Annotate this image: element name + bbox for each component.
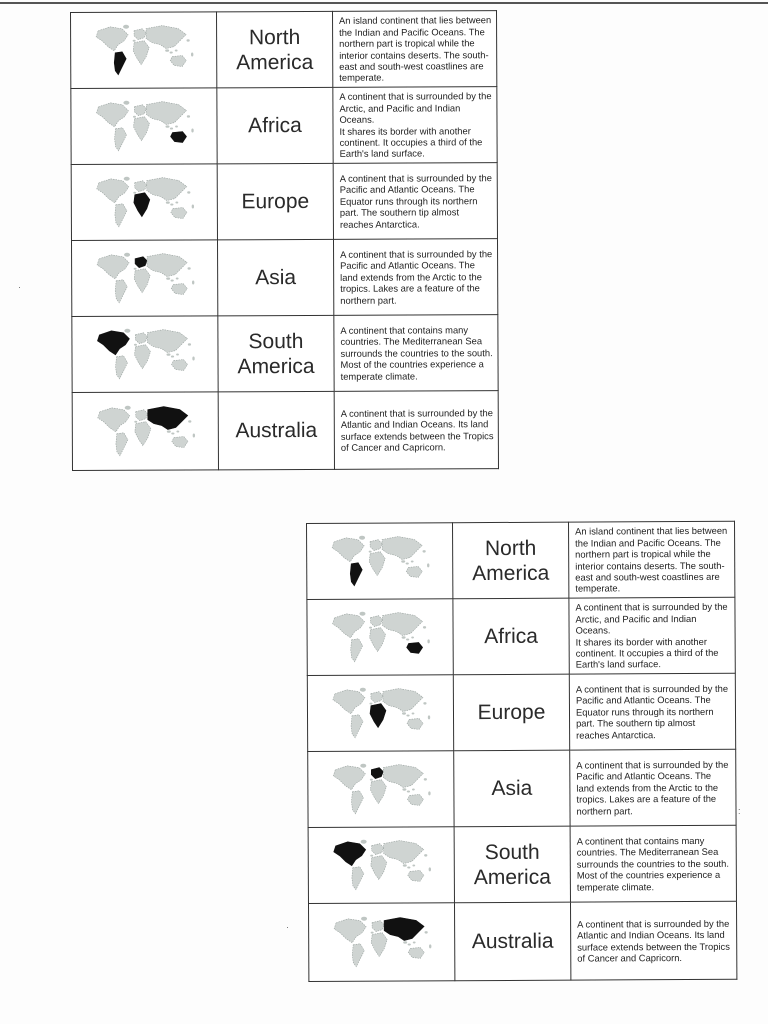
continent-shape-asia — [382, 536, 422, 559]
island-shape — [422, 550, 425, 552]
continent-description: An island continent that lies between the Indian and Pacific Oceans. The northern part is tropical while the interior contains deserts. The south-east and south-west coastlines are temperate. — [339, 14, 492, 84]
island-shape — [192, 356, 194, 360]
map-cell — [72, 392, 218, 471]
continent-shape-europe — [372, 920, 384, 931]
island-shape — [190, 52, 192, 56]
continent-shape-north-america — [333, 841, 365, 865]
world-map-asia-highlighted-icon — [326, 912, 438, 973]
table-row — [308, 749, 736, 827]
island-shape — [411, 636, 414, 638]
continent-name-cell — [217, 11, 333, 88]
continent-shape-north-america — [332, 613, 364, 637]
continent-description: A continent that contains many countries. The Mediterranean Sea surrounds the countries to the south. Most of the countries experience a temperate climate. — [340, 324, 493, 382]
island-shape — [186, 115, 189, 117]
island-shape — [424, 931, 427, 933]
island-shape — [175, 277, 178, 279]
island-shape — [401, 636, 405, 638]
continent-shape-australia — [406, 642, 422, 653]
continent-name: South America — [237, 329, 315, 378]
continent-shape-asia — [146, 101, 186, 124]
island-shape — [170, 355, 173, 357]
continent-shape-europe — [370, 691, 382, 702]
island-shape — [188, 420, 191, 422]
island-shape — [359, 611, 365, 615]
continent-shape-north-america — [97, 330, 129, 354]
continent-shape-south-america — [115, 432, 127, 455]
continent-name-cell — [218, 315, 334, 392]
continent-shape-asia — [146, 177, 186, 200]
continent-shape-asia — [382, 688, 422, 711]
island-shape — [174, 49, 177, 51]
island-shape — [169, 51, 172, 53]
continent-shape-australia — [171, 283, 187, 294]
island-shape — [132, 39, 135, 41]
island-shape — [406, 790, 409, 792]
continent-shape-europe — [135, 332, 147, 343]
island-shape — [369, 778, 372, 780]
table-row — [307, 673, 735, 751]
island-shape — [412, 864, 415, 866]
continent-shape-north-america — [334, 918, 366, 942]
description-cell — [332, 11, 496, 88]
continent-shape-africa — [370, 779, 386, 803]
continent-shape-australia — [408, 947, 424, 958]
continent-shape-australia — [407, 718, 423, 729]
island-shape — [170, 279, 173, 281]
continent-shape-europe — [135, 256, 147, 267]
island-shape — [124, 405, 130, 409]
continent-shape-north-america — [97, 254, 129, 278]
continent-name-cell — [454, 902, 570, 981]
island-shape — [169, 127, 172, 129]
island-shape — [175, 201, 178, 203]
table-row — [308, 901, 736, 981]
island-shape — [171, 432, 174, 434]
island-shape — [166, 430, 170, 432]
continent-description: A continent that is surrounded by the Arctic, and Pacific and Indian Oceans. It shares its border with another continent. It occupies a third of the Earth's land surface. — [575, 601, 728, 670]
continent-name: South America — [473, 840, 551, 889]
continent-name-cell — [453, 674, 569, 751]
map-cell — [71, 88, 217, 165]
continent-shape-africa — [371, 932, 387, 956]
map-cell — [308, 751, 454, 828]
island-shape — [360, 839, 366, 843]
description-cell — [334, 391, 498, 470]
island-shape — [191, 280, 193, 284]
description-cell — [570, 749, 736, 826]
continent-shape-south-america — [115, 279, 127, 302]
world-map-africa-highlighted-icon — [324, 683, 436, 744]
table-row — [308, 825, 736, 903]
continent-card-sheet — [70, 10, 499, 471]
continent-shape-africa — [369, 627, 385, 651]
island-shape — [428, 867, 430, 871]
island-shape — [410, 560, 413, 562]
continent-name-cell — [454, 750, 570, 827]
island-shape — [401, 712, 405, 714]
continent-shape-australia — [170, 207, 186, 218]
continent-shape-north-america — [96, 102, 128, 126]
continent-name-cell — [217, 239, 333, 316]
island-shape — [361, 916, 367, 920]
continent-name-cell — [218, 391, 334, 470]
continent-shape-africa — [133, 192, 149, 216]
continent-shape-asia — [383, 764, 423, 787]
continent-shape-south-america — [350, 638, 362, 661]
continent-shape-south-america — [114, 51, 126, 74]
world-map-europe-highlighted-icon — [325, 759, 437, 820]
island-shape — [176, 353, 179, 355]
description-cell — [334, 315, 498, 392]
map-cell — [307, 599, 453, 676]
island-shape — [175, 125, 178, 127]
continent-description: An island continent that lies between the Indian and Pacific Oceans. The northern part is tropical while the interior contains deserts. The south-east and south-west coastlines are temperate. — [575, 525, 728, 594]
continent-shape-australia — [170, 55, 186, 66]
continent-name-cell — [453, 522, 569, 599]
island-shape — [133, 343, 136, 345]
island-shape — [370, 854, 373, 856]
continent-shape-south-america — [115, 355, 127, 378]
continent-shape-europe — [134, 180, 146, 191]
continent-name: Asia — [491, 776, 533, 801]
map-cell — [71, 240, 217, 317]
description-cell — [333, 87, 497, 164]
continent-name: Europe — [477, 700, 546, 725]
world-map-africa-highlighted-icon — [88, 172, 200, 232]
island-shape — [133, 191, 136, 193]
continent-card-sheet — [306, 521, 737, 982]
description-cell — [570, 825, 736, 902]
continent-shape-europe — [134, 28, 146, 39]
island-shape — [428, 791, 430, 795]
continent-shape-north-america — [97, 407, 129, 431]
continent-description: A continent that is surrounded by the Pacific and Atlantic Oceans. The land extends from the Arctic to the tropics. Lakes are a feature of the northern part. — [576, 758, 729, 817]
continent-shape-south-america — [351, 866, 363, 889]
continent-description: A continent that is surrounded by the Pacific and Atlantic Oceans. The Equator runs through its northern part. The southern tip almost reaches Antarctica. — [339, 172, 492, 230]
island-shape — [427, 563, 429, 567]
map-cell — [308, 827, 454, 904]
island-shape — [123, 100, 129, 104]
island-shape — [407, 943, 410, 945]
table-row — [71, 163, 497, 241]
map-cell — [71, 164, 217, 241]
continent-shape-australia — [171, 436, 187, 447]
island-shape — [165, 49, 169, 51]
continent-name-cell — [217, 87, 333, 164]
continent-shape-north-america — [333, 765, 365, 789]
island-shape — [166, 353, 170, 355]
island-shape — [424, 854, 427, 856]
map-cell — [308, 903, 454, 982]
continent-shape-south-america — [114, 203, 126, 226]
island-shape — [165, 201, 169, 203]
continent-name: North America — [472, 536, 550, 585]
scan-speck: : — [738, 806, 741, 816]
continent-shape-south-america — [352, 943, 364, 966]
continent-shape-europe — [371, 767, 383, 778]
continent-shape-north-america — [332, 689, 364, 713]
island-shape — [124, 328, 130, 332]
island-shape — [133, 267, 136, 269]
continent-shape-asia — [146, 25, 186, 48]
island-shape — [369, 626, 372, 628]
continent-shape-south-america — [350, 562, 362, 585]
island-shape — [170, 203, 173, 205]
island-shape — [402, 788, 406, 790]
continent-shape-africa — [134, 268, 150, 292]
continent-description: A continent that is surrounded by the Atlantic and Indian Oceans. Its land surface extends between the Tropics of Cancer and Capricorn. — [340, 406, 494, 453]
world-map-north-america-highlighted-icon — [325, 835, 437, 896]
continent-name-cell — [454, 826, 570, 903]
continent-shape-asia — [147, 253, 187, 276]
continent-description: A continent that is surrounded by the Pacific and Atlantic Oceans. The Equator runs through its northern part. The southern tip almost reaches Antarctica. — [575, 682, 729, 741]
island-shape — [370, 931, 373, 933]
island-shape — [192, 433, 194, 437]
island-shape — [186, 39, 189, 41]
continent-name-cell — [217, 163, 333, 240]
continent-description: A continent that contains many countries. The Mediterranean Sea surrounds the countries to the south. Most of the countries experience a temperate climate. — [576, 834, 730, 893]
continent-shape-europe — [135, 409, 147, 420]
map-cell — [72, 316, 218, 393]
continent-shape-europe — [371, 843, 383, 854]
island-shape — [359, 535, 365, 539]
continent-shape-australia — [407, 794, 423, 805]
scan-speck: · — [18, 282, 21, 292]
continent-shape-australia — [170, 131, 186, 142]
world-map-asia-highlighted-icon — [89, 401, 201, 461]
description-cell — [333, 163, 497, 240]
island-shape — [427, 639, 429, 643]
continent-shape-south-america — [114, 127, 126, 150]
table-row — [307, 521, 735, 599]
island-shape — [191, 128, 193, 132]
island-shape — [369, 702, 372, 704]
description-cell — [569, 673, 735, 750]
continent-shape-north-america — [96, 178, 128, 202]
scan-top-edge — [0, 2, 768, 4]
island-shape — [427, 715, 429, 719]
continent-description: A continent that is surrounded by the Pacific and Atlantic Oceans. The land extends from the Arctic to the tropics. Lakes are a feature of the northern part. — [340, 248, 493, 306]
island-shape — [166, 277, 170, 279]
world-map-australia-highlighted-icon — [88, 96, 200, 156]
island-shape — [403, 941, 407, 943]
continent-shape-europe — [370, 615, 382, 626]
continent-shape-asia — [383, 840, 423, 863]
island-shape — [360, 763, 366, 767]
island-shape — [405, 562, 408, 564]
world-map-south-america-highlighted-icon — [324, 531, 436, 592]
island-shape — [176, 430, 179, 432]
continent-shape-africa — [133, 40, 149, 64]
continent-shape-africa — [369, 551, 385, 575]
description-cell — [568, 521, 734, 598]
description-cell — [570, 901, 736, 980]
island-shape — [412, 941, 415, 943]
continent-shape-australia — [406, 566, 422, 577]
table-row — [72, 391, 498, 471]
island-shape — [187, 267, 190, 269]
map-cell — [71, 12, 217, 89]
continent-name: Asia — [255, 266, 297, 290]
continent-name: Africa — [248, 113, 302, 138]
island-shape — [406, 714, 409, 716]
island-shape — [187, 191, 190, 193]
island-shape — [134, 420, 137, 422]
scan-speck: · — [286, 922, 289, 932]
continent-shape-north-america — [332, 537, 364, 561]
world-map-north-america-highlighted-icon — [89, 324, 201, 384]
island-shape — [368, 550, 371, 552]
island-shape — [132, 115, 135, 117]
island-shape — [407, 866, 410, 868]
description-cell — [569, 597, 735, 674]
continent-shape-asia — [147, 406, 187, 429]
continent-shape-north-america — [96, 26, 128, 50]
continent-shape-africa — [370, 855, 386, 879]
island-shape — [359, 687, 365, 691]
continent-name: Africa — [484, 624, 539, 649]
table-row — [71, 11, 497, 89]
continent-name: Europe — [241, 189, 310, 214]
table-row — [307, 597, 735, 675]
island-shape — [123, 24, 129, 28]
continent-shape-africa — [369, 703, 385, 727]
continent-shape-australia — [171, 359, 187, 370]
island-shape — [411, 788, 414, 790]
island-shape — [191, 204, 193, 208]
continent-description: A continent that is surrounded by the Arctic, and Pacific and Indian Oceans. It shares its border with another continent. It occupies a third of the Earth's land surface. — [339, 90, 492, 160]
island-shape — [423, 778, 426, 780]
island-shape — [165, 125, 169, 127]
continent-name: Australia — [471, 929, 554, 954]
continent-shape-europe — [134, 104, 146, 115]
island-shape — [422, 626, 425, 628]
island-shape — [429, 944, 431, 948]
description-cell — [333, 239, 497, 316]
island-shape — [401, 560, 405, 562]
continent-shape-south-america — [351, 714, 363, 737]
continent-name: North America — [236, 25, 314, 74]
island-shape — [402, 864, 406, 866]
continent-shape-africa — [134, 421, 150, 445]
world-map-australia-highlighted-icon — [324, 607, 436, 668]
continent-shape-asia — [147, 329, 187, 352]
continent-shape-africa — [134, 344, 150, 368]
island-shape — [423, 702, 426, 704]
table-row — [72, 315, 498, 393]
map-cell — [307, 675, 453, 752]
table-row — [71, 239, 497, 317]
table-row — [71, 87, 497, 165]
island-shape — [187, 343, 190, 345]
island-shape — [411, 712, 414, 714]
continent-shape-asia — [382, 612, 422, 635]
continent-shape-africa — [133, 116, 149, 140]
continent-shape-europe — [370, 539, 382, 550]
continent-description: A continent that is surrounded by the Atlantic and Indian Oceans. Its land surface extends between the Tropics of Cancer and Capricorn. — [577, 917, 730, 964]
continent-shape-south-america — [351, 790, 363, 813]
world-map-south-america-highlighted-icon — [88, 20, 200, 80]
continent-name: Australia — [235, 418, 318, 443]
continent-shape-asia — [384, 917, 424, 940]
map-cell — [307, 523, 453, 600]
island-shape — [406, 638, 409, 640]
island-shape — [123, 176, 129, 180]
world-map-europe-highlighted-icon — [89, 248, 201, 308]
island-shape — [124, 252, 130, 256]
continent-shape-australia — [407, 870, 423, 881]
continent-name-cell — [453, 598, 569, 675]
